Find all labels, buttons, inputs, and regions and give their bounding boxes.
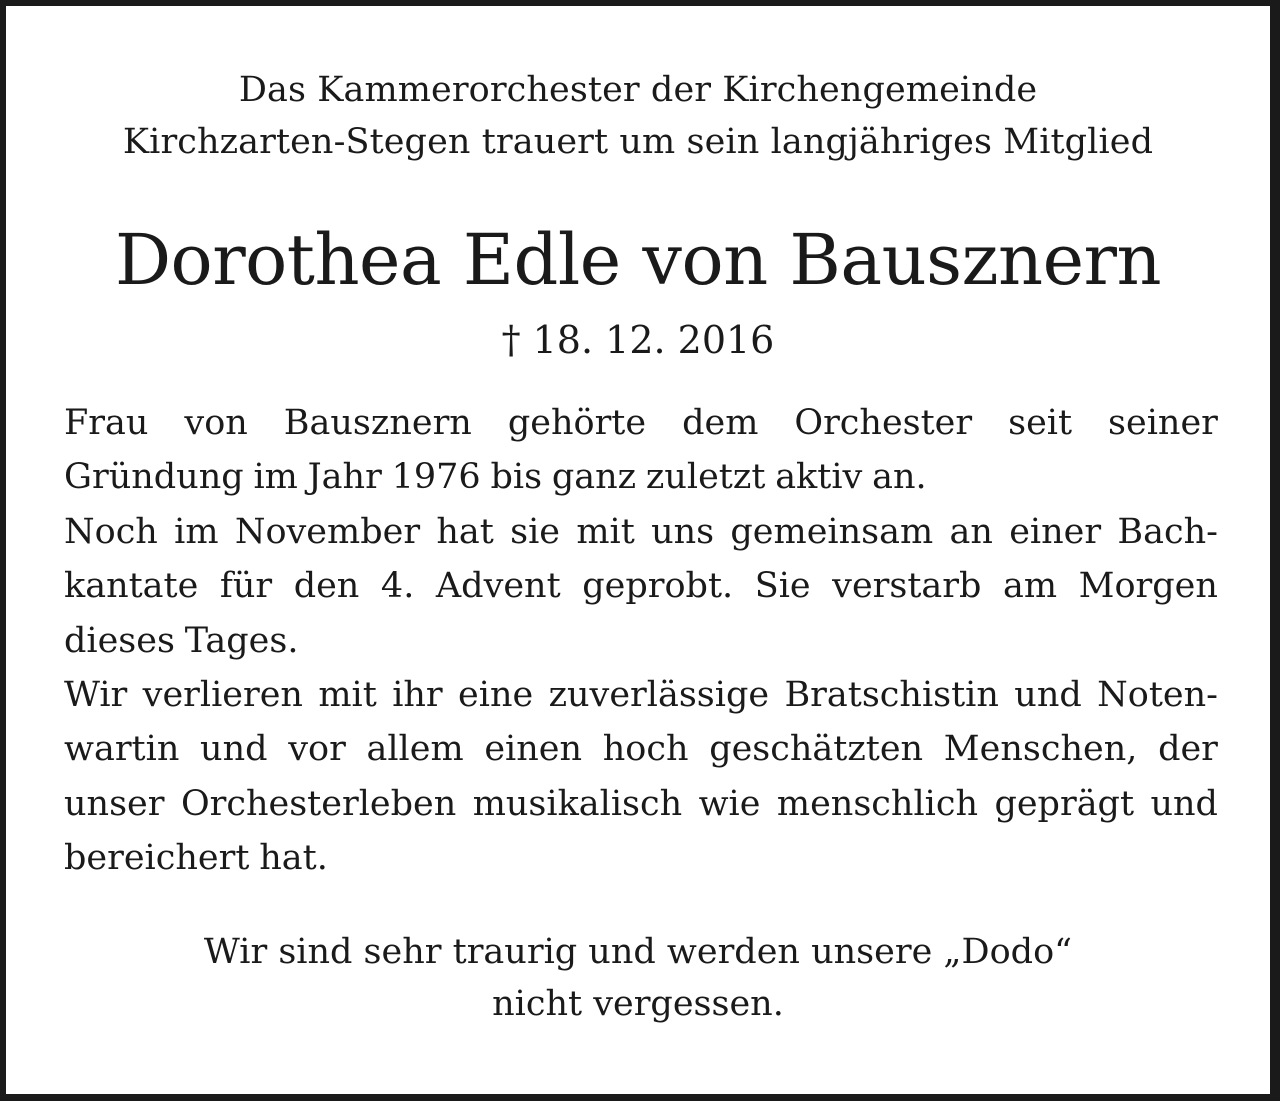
intro-text <box>6 64 1270 168</box>
body-line: bereichert hat. <box>64 838 328 879</box>
death-date-line <box>6 310 1270 370</box>
closing-text <box>6 926 1270 1030</box>
intro-line: Kirchzarten-Stegen trauert um sein langjähriges Mitglied <box>122 122 1154 162</box>
body-line: unser Orchesterleben musikalisch wie menschlich geprägt und <box>64 783 1218 824</box>
body-line: Wir verlieren mit ihr eine zuverlässige Bratschistin und Noten- <box>64 675 1218 716</box>
deceased-name: Dorothea Edle von Bausznern <box>114 219 1162 301</box>
body-line: wartin und vor allem einen hoch geschätzten Menschen, der <box>64 729 1218 770</box>
body-line: Noch im November hat sie mit uns gemeinsam an einer Bach- <box>64 511 1218 552</box>
closing-line: nicht vergessen. <box>492 984 784 1024</box>
intro-line: Das Kammerorchester der Kirchengemeinde <box>238 70 1038 110</box>
body-line: dieses Tages. <box>64 620 299 661</box>
closing-line: Wir sind sehr traurig und werden unsere „Dodo“ <box>203 932 1073 972</box>
body-line: kantate für den 4. Advent geprobt. Sie verstarb am Morgen <box>64 566 1218 607</box>
body-text <box>64 396 1218 886</box>
death-date: 18. 12. 2016 <box>532 318 775 362</box>
cross-icon: † <box>501 318 521 362</box>
body-line: Gründung im Jahr 1976 bis ganz zuletzt aktiv an. <box>64 457 927 498</box>
body-line: Frau von Bausznern gehörte dem Orchester seit seiner <box>64 403 1218 443</box>
